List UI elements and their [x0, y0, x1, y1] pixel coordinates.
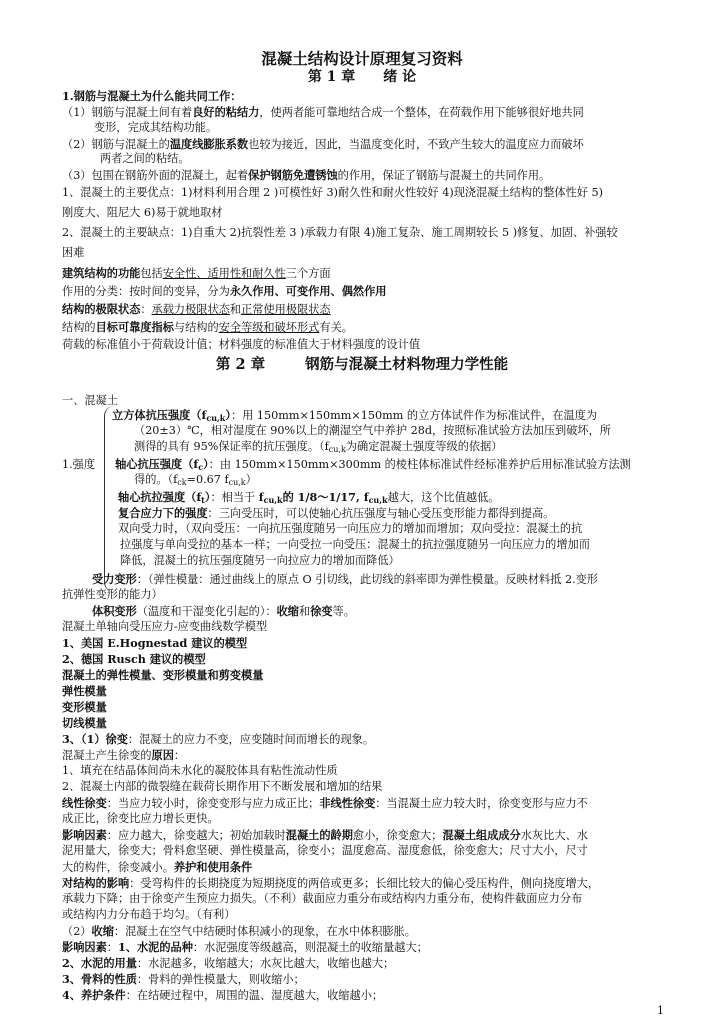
text-line: 弹性模量 [62, 684, 107, 698]
text-line: （1）钢筋与混凝土间有着良好的粘结力，使两者能可靠地结合成一个整体，在荷载作用下能够很好地共同 [62, 105, 584, 119]
text-line: 大的构件，徐变减小。养护和使用条件 [62, 860, 253, 874]
text-line: 成正比，徐变比应力增长更快。 [62, 812, 219, 825]
text-line: 作用的分类：按时间的变异，分为永久作用、可变作用、偶然作用 [62, 284, 387, 298]
text-line: 拉强度与单向受拉的基本一样；一向受拉一向受压：混凝土的抗拉强度随另一向压应力的增加而 [120, 538, 590, 551]
text-line: 1、填充在结晶体间尚未水化的凝胶体具有粘性流动性质 [62, 764, 338, 777]
text-line: 混凝土的弹性模量、变形模量和剪变模量 [62, 668, 264, 682]
text-line: 复合应力下的强度：三向受压时，可以使轴心抗压强度与轴心受压变形能力都得到提高。 [118, 506, 555, 520]
text-line: 结构的极限状态：承载力极限状态和正常使用极限状态 [62, 302, 331, 316]
text-line: 3、骨料的性质：骨料的弹性模量大，则收缩小； [62, 972, 305, 986]
document-title: 混凝土结构设计原理复习资料 [261, 49, 463, 68]
text-line: 混凝土产生徐变的原因： [62, 748, 186, 762]
text-line: 2、混凝土内部的微裂缝在载荷长期作用下不断发展和增加的结果 [62, 780, 383, 793]
text-line: 变形，完成其结构功能。 [94, 121, 218, 134]
text-line: （2）钢筋与混凝土的温度线膨胀系数也较为接近，因此，当温度变化时，不致产生较大的温度应力而破坏 [62, 137, 584, 151]
text-line: 困难 [62, 246, 85, 259]
page-number: 1 [657, 1004, 664, 1017]
text-line: 荷载的标准值小于荷载设计值；材料强度的标准值大于材料强度的设计值 [62, 338, 421, 351]
text-line: 一、混凝土 [62, 394, 118, 407]
text-line: （2）收缩：混凝土在空气中结硬时体积减小的现象，在水中体积膨胀。 [62, 924, 416, 938]
text-line: 降低，混凝土的抗压强度随另一向拉应力的增加而降低） [120, 554, 400, 567]
text-line: 2、混凝土的主要缺点：1)自重大 2)抗裂性差 3 )承载力有限 4)施工复杂、施工周期较长 5 )修复、加固、补强较 [62, 226, 618, 239]
text-line: 4、养护条件：在结硬过程中，周围的温、湿度越大，收缩越小； [62, 988, 384, 1002]
text-line: 立方体抗压强度（fcu,k）：用 150mm×150mm×150mm 的立方体试件作为标准试件，在温度为 [112, 408, 598, 423]
text-line: 刚度大、阻尼大 6)易于就地取材 [62, 206, 223, 219]
text-line: 1.钢筋与混凝土为什么能共同工作： [62, 89, 242, 103]
text-line: 体积变形（温度和干湿变化引起的）：收缩和徐变等。 [92, 604, 355, 618]
text-line: 受力变形：（弹性模量：通过曲线上的原点 O 引切线，此切线的斜率即为弹性模量。反映材料抵 2.变形 [92, 572, 598, 586]
text-line: 3、（1）徐变：混凝土的应力不变，应变随时间而增长的现象。 [62, 732, 375, 746]
text-line: 变形模量 [62, 700, 107, 714]
text-line: 泥用量大，徐变大；骨料愈坚硬、弹性模量高，徐变小；温度愈高、湿度愈低，徐变愈大；尺寸大小，尺寸 [62, 844, 588, 857]
text-line: （3）包围在钢筋外面的混凝土，起着保护钢筋免遭锈蚀的作用，保证了钢筋与混凝土的共同作用。 [62, 168, 551, 182]
text-line: 1.强度 轴心抗压强度（fc）：由 150mm×150mm×300mm 的棱柱体标准试件经标准养护后用标准试验方法测 [62, 457, 631, 472]
text-line: 线性徐变：当应力较小时，徐变变形与应力成正比；非线性徐变：当混凝土应力较大时，徐变变形与应力不 [62, 796, 588, 810]
text-line: 结构的目标可靠度指标与结构的安全等级和破坏形式有关。 [62, 320, 353, 334]
text-line: 两者之间的粘结。 [100, 152, 190, 165]
text-line: 2、德国 Rusch 建议的模型 [62, 652, 206, 666]
text-line: 混凝土单轴向受压应力-应变曲线数学模型 [62, 620, 268, 633]
text-line: 测得的具有 95%保证率的抗压强度。（fcu,k为确定混凝土强度等级的依据） [134, 440, 503, 454]
text-line: 抗弹性变形的能力） [62, 588, 163, 601]
text-line: 影响因素：应力越大，徐变越大；初始加载时混凝土的龄期愈小，徐变愈大；混凝土组成成分水灰比大、水 [62, 828, 588, 842]
chapter-1-heading: 第 1 章 绪 论 [307, 69, 417, 85]
text-line: 影响因素：1、水泥的品种：水泥强度等级越高，则混凝土的收缩量越大； [62, 940, 428, 954]
text-line: （20±3）℃，相对湿度在 90%以上的潮湿空气中养护 28d，按照标准试验方法加压到破坏，所 [134, 424, 611, 437]
text-line: 建筑结构的功能包括安全性、适用性和耐久性三个方面 [62, 266, 331, 280]
text-line: 2、水泥的用量：水泥越多，收缩越大；水灰比越大，收缩也越大； [62, 956, 395, 970]
text-line: 轴心抗拉强度（ft）：相当于 fcu,k的 1/8～1/17, fcu,k越大，这个比值越低。 [118, 490, 500, 505]
text-line: 1、混凝土的主要优点：1)材料利用合理 2 )可模性好 3)耐久性和耐火性较好 4)现浇混凝土结构的整体性好 5) [62, 186, 604, 199]
text-line: 对结构的影响：受弯构件的长期挠度为短期挠度的两倍或更多；长细比较大的偏心受压构件，侧向挠度增大， [62, 876, 600, 890]
text-line: 切线模量 [62, 716, 107, 730]
chapter-2-heading: 第 2 章 钢筋与混凝土材料物理力学性能 [215, 356, 509, 373]
text-line: 承载力下降；由于徐变产生预应力损失。（不利）截面应力重分布或结构内力重分布，使构件截面应力分布 [62, 892, 583, 905]
text-line: 1、美国 E.Hognestad 建议的模型 [62, 636, 248, 650]
text-line: 双向受力时，（双向受压：一向抗压强度随另一向压应力的增加而增加；双向受拉：混凝土的抗 [118, 522, 583, 535]
text-line: 得的。（fck=0.67 fcu,k） [134, 473, 257, 487]
text-line: 或结构内力分布趋于均匀。（有利） [62, 908, 236, 921]
brace-bracket [104, 406, 115, 592]
